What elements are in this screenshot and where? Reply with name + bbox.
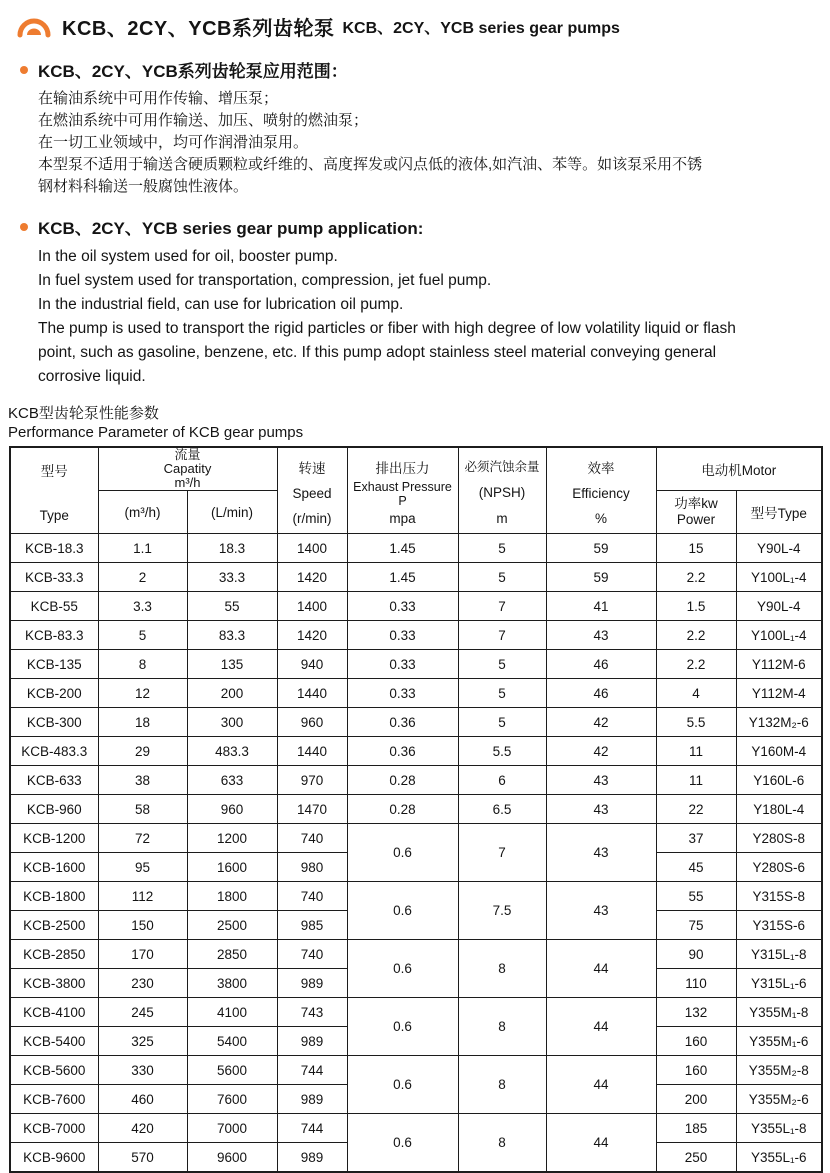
cell-capacity-lmin: 960 (187, 795, 277, 824)
en-line: corrosive liquid. (38, 368, 146, 385)
col-header-efficiency-unit: % (595, 510, 608, 526)
col-header-power-en: Power (676, 512, 716, 527)
cell-motor-type: Y355M₂-8 (736, 1056, 822, 1085)
cell-power: 11 (656, 737, 736, 766)
col-header-npsh-zh: 必须汽蚀余量 (464, 459, 540, 474)
cell-capacity-lmin: 200 (187, 679, 277, 708)
cell-model: KCB-7600 (10, 1085, 98, 1114)
cell-npsh: 5 (458, 534, 546, 563)
col-header-pressure-en: Exhaust Pressure P (353, 479, 452, 508)
cell-model: KCB-5400 (10, 1027, 98, 1056)
cell-motor-type: Y160M-4 (736, 737, 822, 766)
cell-power: 1.5 (656, 592, 736, 621)
cell-speed: 1400 (277, 534, 347, 563)
table-caption-zh: KCB型齿轮泵性能参数 (8, 405, 159, 422)
zh-line: 本型泵不适用于输送含硬质颗粒或纤维的、高度挥发或闪点低的液体,如汽油、苯等。如该泵采用不锈 (38, 156, 703, 173)
cell-capacity-m3h: 95 (98, 853, 187, 882)
cell-model: KCB-2500 (10, 911, 98, 940)
cell-npsh: 5 (458, 563, 546, 592)
cell-pressure: 0.6 (347, 824, 458, 882)
table-row (10, 882, 822, 911)
col-header-pressure-zh: 排出压力 (375, 460, 430, 476)
cell-capacity-m3h: 170 (98, 940, 187, 969)
cell-capacity-lmin: 4100 (187, 998, 277, 1027)
cell-motor-type: Y112M-6 (736, 650, 822, 679)
cell-motor-type: Y90L-4 (736, 534, 822, 563)
cell-power: 37 (656, 824, 736, 853)
cell-npsh: 5 (458, 708, 546, 737)
cell-capacity-m3h: 8 (98, 650, 187, 679)
cell-npsh: 5.5 (458, 737, 546, 766)
cell-capacity-m3h: 112 (98, 882, 187, 911)
table-row (10, 621, 822, 650)
cell-speed: 744 (277, 1114, 347, 1143)
performance-table (9, 446, 823, 1173)
cell-npsh: 5 (458, 650, 546, 679)
cell-pressure: 0.33 (347, 679, 458, 708)
cell-model: KCB-5600 (10, 1056, 98, 1085)
cell-power: 160 (656, 1027, 736, 1056)
cell-capacity-m3h: 12 (98, 679, 187, 708)
cell-capacity-lmin: 5600 (187, 1056, 277, 1085)
cell-npsh: 8 (458, 1056, 546, 1114)
cell-capacity-lmin: 1200 (187, 824, 277, 853)
cell-motor-type: Y355M₁-8 (736, 998, 822, 1027)
zh-line: 在一切工业领域中，均可作润滑油泵用。 (38, 134, 309, 151)
cell-capacity-m3h: 330 (98, 1056, 187, 1085)
cell-model: KCB-83.3 (10, 621, 98, 650)
bullet-icon (20, 223, 28, 231)
cell-efficiency: 43 (546, 824, 656, 882)
cell-model: KCB-960 (10, 795, 98, 824)
cell-pressure: 0.6 (347, 882, 458, 940)
cell-model: KCB-1600 (10, 853, 98, 882)
table-row (10, 1056, 822, 1085)
cell-capacity-lmin: 5400 (187, 1027, 277, 1056)
cell-pressure: 0.33 (347, 592, 458, 621)
cell-power: 45 (656, 853, 736, 882)
cell-motor-type: Y315L₁-6 (736, 969, 822, 998)
cell-capacity-lmin: 9600 (187, 1143, 277, 1173)
cell-model: KCB-55 (10, 592, 98, 621)
table-row (10, 592, 822, 621)
col-header-speed-zh: 转速 (298, 460, 326, 476)
cell-motor-type: Y90L-4 (736, 592, 822, 621)
cell-npsh: 6.5 (458, 795, 546, 824)
cell-motor-type: Y280S-6 (736, 853, 822, 882)
zh-line: 钢材料科输送一般腐蚀性液体。 (38, 178, 249, 195)
cell-efficiency: 41 (546, 592, 656, 621)
cell-power: 55 (656, 882, 736, 911)
en-line: In the industrial field, can use for lubrication oil pump. (38, 296, 404, 313)
cell-pressure: 1.45 (347, 563, 458, 592)
cell-speed: 740 (277, 940, 347, 969)
cell-model: KCB-18.3 (10, 534, 98, 563)
cell-capacity-m3h: 245 (98, 998, 187, 1027)
cell-speed: 740 (277, 824, 347, 853)
cell-power: 250 (656, 1143, 736, 1173)
col-header-capacity-unit: m³/h (174, 475, 201, 490)
cell-motor-type: Y355L₁-6 (736, 1143, 822, 1173)
cell-efficiency: 59 (546, 534, 656, 563)
cell-power: 5.5 (656, 708, 736, 737)
cell-efficiency: 44 (546, 1114, 656, 1173)
cell-motor-type: Y160L-6 (736, 766, 822, 795)
col-header-npsh (458, 447, 546, 534)
cell-power: 132 (656, 998, 736, 1027)
cell-speed: 1400 (277, 592, 347, 621)
cell-npsh: 8 (458, 940, 546, 998)
cell-pressure: 1.45 (347, 534, 458, 563)
cell-efficiency: 42 (546, 708, 656, 737)
col-header-lmin (187, 491, 277, 534)
cell-npsh: 8 (458, 1114, 546, 1173)
cell-efficiency: 59 (546, 563, 656, 592)
cell-model: KCB-200 (10, 679, 98, 708)
bullet-icon (20, 66, 28, 74)
zh-line: 在输油系统中可用作传输、增压泵； (38, 90, 279, 107)
table-row (10, 737, 822, 766)
cell-pressure: 0.6 (347, 1056, 458, 1114)
cell-power: 11 (656, 766, 736, 795)
cell-speed: 989 (277, 1143, 347, 1173)
cell-pressure: 0.6 (347, 1114, 458, 1173)
cell-efficiency: 44 (546, 1056, 656, 1114)
cell-capacity-m3h: 420 (98, 1114, 187, 1143)
cell-speed: 1440 (277, 737, 347, 766)
table-row (10, 563, 822, 592)
section-body-en (38, 245, 830, 388)
cell-capacity-lmin: 633 (187, 766, 277, 795)
cell-capacity-lmin: 1600 (187, 853, 277, 882)
cell-capacity-m3h: 18 (98, 708, 187, 737)
cell-efficiency: 44 (546, 998, 656, 1056)
cell-capacity-lmin: 483.3 (187, 737, 277, 766)
cell-speed: 743 (277, 998, 347, 1027)
table-caption-en: Performance Parameter of KCB gear pumps (8, 424, 304, 441)
cell-efficiency: 42 (546, 737, 656, 766)
cell-efficiency: 44 (546, 940, 656, 998)
cell-efficiency: 43 (546, 766, 656, 795)
cell-speed: 970 (277, 766, 347, 795)
col-header-model-en: Type (39, 507, 69, 523)
cell-power: 90 (656, 940, 736, 969)
col-header-npsh-unit: m (496, 510, 508, 526)
section-heading-zh (20, 57, 830, 82)
cell-speed: 740 (277, 882, 347, 911)
col-header-pressure-unit: mpa (389, 510, 416, 526)
col-header-m3h (98, 491, 187, 534)
cell-speed: 1420 (277, 563, 347, 592)
col-header-efficiency-zh: 效率 (587, 460, 615, 476)
zh-line: 在燃油系统中可用作输送、加压、喷射的燃油泵； (38, 112, 369, 129)
col-header-capacity (98, 447, 277, 491)
cell-efficiency: 43 (546, 882, 656, 940)
cell-capacity-m3h: 38 (98, 766, 187, 795)
cell-power: 15 (656, 534, 736, 563)
cell-pressure: 0.28 (347, 795, 458, 824)
page-title-zh: KCB、2CY、YCB系列齿轮泵 (62, 18, 335, 40)
cell-capacity-lmin: 2850 (187, 940, 277, 969)
cell-motor-type: Y355M₁-6 (736, 1027, 822, 1056)
en-line: In fuel system used for transportation, compression, jet fuel pump. (38, 272, 492, 289)
cell-model: KCB-33.3 (10, 563, 98, 592)
section-heading-zh-label: KCB、2CY、YCB系列齿轮泵应用范围： (38, 62, 348, 81)
cell-model: KCB-1800 (10, 882, 98, 911)
arc-rainbow-icon (16, 16, 52, 38)
col-header-power (656, 491, 736, 534)
cell-power: 160 (656, 1056, 736, 1085)
cell-capacity-lmin: 3800 (187, 969, 277, 998)
cell-motor-type: Y180L-4 (736, 795, 822, 824)
table-row (10, 766, 822, 795)
cell-speed: 980 (277, 853, 347, 882)
cell-capacity-m3h: 230 (98, 969, 187, 998)
cell-capacity-lmin: 7600 (187, 1085, 277, 1114)
cell-npsh: 6 (458, 766, 546, 795)
cell-speed: 985 (277, 911, 347, 940)
section-heading-en-label: KCB、2CY、YCB series gear pump application: (38, 219, 424, 238)
cell-motor-type: Y112M-4 (736, 679, 822, 708)
col-header-m3h-label: (m³/h) (124, 504, 161, 520)
table-row (10, 998, 822, 1027)
cell-speed: 989 (277, 969, 347, 998)
cell-speed: 940 (277, 650, 347, 679)
cell-capacity-m3h: 3.3 (98, 592, 187, 621)
cell-efficiency: 46 (546, 679, 656, 708)
table-body (10, 534, 822, 1173)
cell-model: KCB-135 (10, 650, 98, 679)
cell-pressure: 0.36 (347, 708, 458, 737)
cell-capacity-m3h: 150 (98, 911, 187, 940)
cell-model: KCB-4100 (10, 998, 98, 1027)
cell-efficiency: 46 (546, 650, 656, 679)
table-row (10, 795, 822, 824)
page-title-en: KCB、2CY、YCB series gear pumps (342, 20, 620, 37)
cell-npsh: 5 (458, 679, 546, 708)
cell-capacity-lmin: 135 (187, 650, 277, 679)
col-header-speed-unit: (r/min) (292, 510, 332, 526)
cell-model: KCB-3800 (10, 969, 98, 998)
cell-motor-type: Y100L₁-4 (736, 563, 822, 592)
col-header-efficiency-en: Efficiency (572, 486, 630, 501)
cell-motor-type: Y315S-8 (736, 882, 822, 911)
cell-efficiency: 43 (546, 795, 656, 824)
cell-power: 200 (656, 1085, 736, 1114)
cell-power: 2.2 (656, 621, 736, 650)
col-header-capacity-zh: 流量 (174, 447, 201, 462)
col-header-motor-group (656, 447, 822, 491)
cell-model: KCB-483.3 (10, 737, 98, 766)
cell-power: 110 (656, 969, 736, 998)
cell-npsh: 8 (458, 998, 546, 1056)
cell-capacity-lmin: 33.3 (187, 563, 277, 592)
cell-capacity-lmin: 83.3 (187, 621, 277, 650)
cell-motor-type: Y100L₁-4 (736, 621, 822, 650)
cell-capacity-lmin: 7000 (187, 1114, 277, 1143)
cell-pressure: 0.6 (347, 940, 458, 998)
cell-motor-type: Y315S-6 (736, 911, 822, 940)
cell-capacity-m3h: 29 (98, 737, 187, 766)
en-line: In the oil system used for oil, booster pump. (38, 248, 338, 265)
cell-model: KCB-633 (10, 766, 98, 795)
cell-pressure: 0.6 (347, 998, 458, 1056)
en-line: point, such as gasoline, benzene, etc. If this pump adopt stainless steel material conveying general (38, 344, 717, 361)
table-row (10, 534, 822, 563)
cell-capacity-m3h: 5 (98, 621, 187, 650)
col-header-model-zh: 型号 (40, 463, 68, 479)
cell-power: 4 (656, 679, 736, 708)
col-header-capacity-en: Capatity (163, 461, 212, 476)
page-header (0, 0, 830, 41)
section-body-zh (38, 88, 830, 198)
cell-npsh: 7.5 (458, 882, 546, 940)
cell-npsh: 7 (458, 621, 546, 650)
table-row (10, 824, 822, 853)
cell-speed: 1440 (277, 679, 347, 708)
cell-npsh: 7 (458, 592, 546, 621)
cell-capacity-m3h: 325 (98, 1027, 187, 1056)
cell-speed: 960 (277, 708, 347, 737)
cell-pressure: 0.36 (347, 737, 458, 766)
cell-capacity-m3h: 72 (98, 824, 187, 853)
col-header-pressure (347, 447, 458, 534)
table-row (10, 1114, 822, 1143)
cell-speed: 744 (277, 1056, 347, 1085)
cell-capacity-lmin: 300 (187, 708, 277, 737)
cell-speed: 1420 (277, 621, 347, 650)
cell-speed: 1470 (277, 795, 347, 824)
cell-power: 2.2 (656, 650, 736, 679)
cell-efficiency: 43 (546, 621, 656, 650)
cell-power: 2.2 (656, 563, 736, 592)
col-header-npsh-en: (NPSH) (478, 485, 526, 500)
col-header-motor-type (736, 491, 822, 534)
cell-model: KCB-300 (10, 708, 98, 737)
cell-model: KCB-9600 (10, 1143, 98, 1173)
cell-model: KCB-2850 (10, 940, 98, 969)
cell-power: 22 (656, 795, 736, 824)
table-row (10, 679, 822, 708)
en-line: The pump is used to transport the rigid particles or fiber with high degree of low volatility liquid or flash (38, 320, 736, 337)
cell-npsh: 7 (458, 824, 546, 882)
cell-speed: 989 (277, 1085, 347, 1114)
col-header-model (10, 447, 98, 534)
cell-motor-type: Y132M₂-6 (736, 708, 822, 737)
cell-capacity-m3h: 2 (98, 563, 187, 592)
cell-power: 75 (656, 911, 736, 940)
cell-capacity-m3h: 570 (98, 1143, 187, 1173)
col-header-lmin-label: (L/min) (211, 504, 254, 520)
col-header-speed-en: Speed (292, 486, 332, 501)
table-row (10, 940, 822, 969)
cell-capacity-lmin: 2500 (187, 911, 277, 940)
cell-motor-type: Y315L₁-8 (736, 940, 822, 969)
cell-model: KCB-1200 (10, 824, 98, 853)
cell-pressure: 0.33 (347, 650, 458, 679)
table-row (10, 708, 822, 737)
cell-model: KCB-7000 (10, 1114, 98, 1143)
col-header-motor-label: 电动机Motor (701, 463, 777, 478)
cell-power: 185 (656, 1114, 736, 1143)
col-header-power-zh: 功率kw (674, 496, 718, 511)
cell-motor-type: Y355M₂-6 (736, 1085, 822, 1114)
cell-capacity-m3h: 460 (98, 1085, 187, 1114)
cell-pressure: 0.28 (347, 766, 458, 795)
cell-capacity-m3h: 1.1 (98, 534, 187, 563)
table-row (10, 650, 822, 679)
col-header-efficiency (546, 447, 656, 534)
col-header-speed (277, 447, 347, 534)
cell-motor-type: Y355L₁-8 (736, 1114, 822, 1143)
cell-pressure: 0.33 (347, 621, 458, 650)
table-caption (8, 404, 830, 442)
cell-capacity-lmin: 1800 (187, 882, 277, 911)
cell-capacity-lmin: 18.3 (187, 534, 277, 563)
cell-speed: 989 (277, 1027, 347, 1056)
cell-capacity-m3h: 58 (98, 795, 187, 824)
cell-motor-type: Y280S-8 (736, 824, 822, 853)
cell-capacity-lmin: 55 (187, 592, 277, 621)
col-header-motor-type-label: 型号Type (750, 506, 807, 521)
section-heading-en (20, 214, 830, 239)
